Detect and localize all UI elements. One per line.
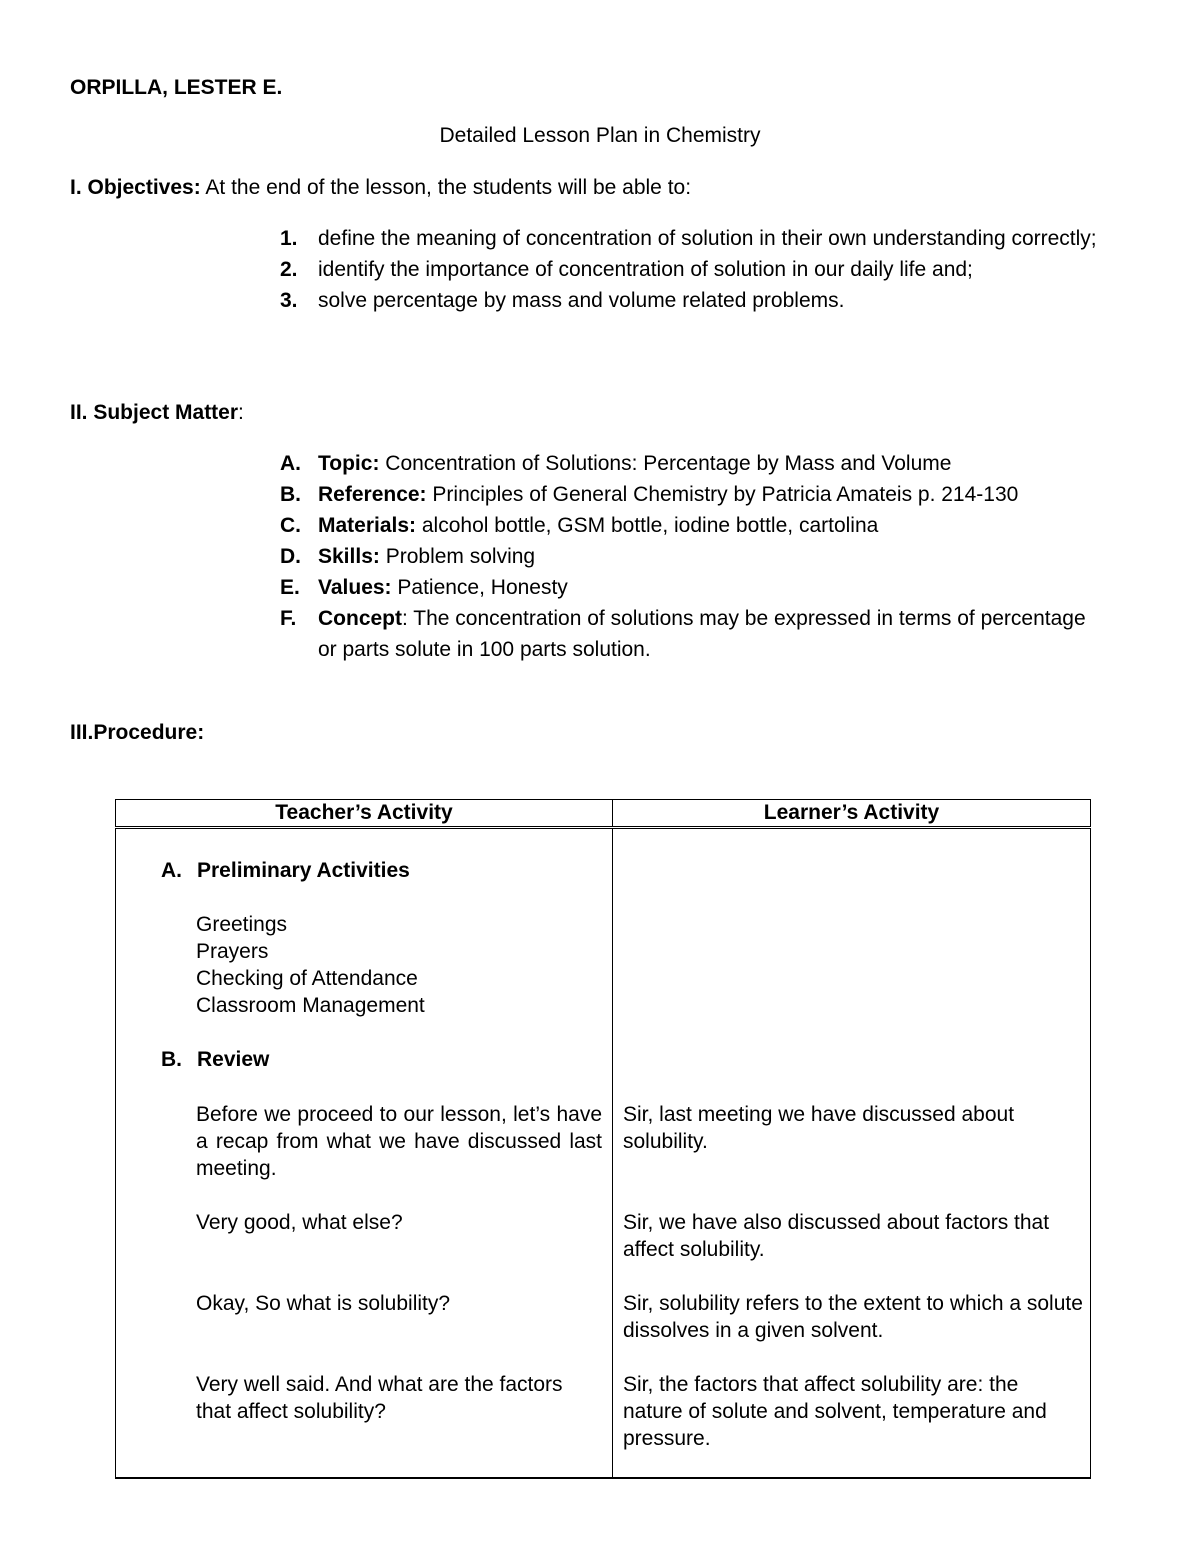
subject-matter-list <box>280 448 1110 665</box>
objectives-list <box>280 223 1110 316</box>
learner-response: Sir, last meeting we have discussed about solubility. <box>623 1103 1015 1153</box>
subject-matter-item: C. Materials: alcohol bottle, GSM bottle, iodine bottle, cartolina <box>280 514 879 537</box>
subject-matter-item: B. Reference: Principles of General Chemistry by Patricia Amateis p. 214-130 <box>280 483 1019 506</box>
table-row <box>116 828 1091 1479</box>
subject-matter-item: E. Values: Patience, Honesty <box>280 576 568 599</box>
teacher-prompt: Very good, what else? <box>196 1211 403 1234</box>
learner-response: Sir, the factors that affect solubility are: the nature of solute and solvent, temperature and pressure. <box>623 1373 1047 1450</box>
document-title: Detailed Lesson Plan in Chemistry <box>439 124 761 147</box>
subject-matter-label: II. Subject Matter <box>70 401 239 424</box>
prelim-line: Classroom Management <box>196 994 425 1017</box>
learner-activity-cell <box>613 828 1091 1479</box>
objectives-label: I. Objectives: <box>70 176 201 199</box>
author-name: ORPILLA, LESTER E. <box>70 76 283 99</box>
learner-response: Sir, solubility refers to the extent to which a solute dissolves in a given solvent. <box>623 1292 1083 1342</box>
review-section-title: B. Review <box>161 1048 270 1071</box>
subject-matter-heading: II. Subject Matter: <box>70 401 244 424</box>
subject-matter-item: F. Concept: The concentration of solutions may be expressed in terms of percentage or parts solute in 100 parts solution. <box>280 607 1086 661</box>
header-teacher-activity: Teacher’s Activity <box>116 800 613 828</box>
teacher-prompt: Very well said. And what are the factors that affect solubility? <box>196 1373 563 1423</box>
prelim-section-title: A. Preliminary Activities <box>161 859 410 882</box>
subject-matter-item: A. Topic: Concentration of Solutions: Percentage by Mass and Volume <box>280 452 952 475</box>
objective-item: 2. identify the importance of concentration of solution in our daily life and; <box>280 258 973 281</box>
table-header-row <box>116 800 1091 828</box>
prelim-line: Greetings <box>196 913 288 936</box>
objectives-intro: At the end of the lesson, the students will be able to: <box>200 176 692 199</box>
objective-item: 1. define the meaning of concentration of solution in their own understanding correctly; <box>280 227 1097 250</box>
prelim-line: Checking of Attendance <box>196 967 418 990</box>
learner-response: Sir, we have also discussed about factors that affect solubility. <box>623 1211 1050 1261</box>
procedure-table <box>115 799 1091 1479</box>
objective-item: 3. solve percentage by mass and volume related problems. <box>280 289 845 312</box>
procedure-heading: III.Procedure: <box>70 721 205 744</box>
teacher-activity-cell <box>116 828 613 1479</box>
teacher-prompt: Before we proceed to our lesson, let’s have a recap from what we have discussed last meeting. <box>196 1103 602 1180</box>
subject-matter-item: D. Skills: Problem solving <box>280 545 536 568</box>
prelim-line: Prayers <box>196 940 269 963</box>
objectives-heading <box>70 172 691 203</box>
header-learner-activity: Learner’s Activity <box>613 800 1091 828</box>
teacher-prompt: Okay, So what is solubility? <box>196 1292 451 1315</box>
